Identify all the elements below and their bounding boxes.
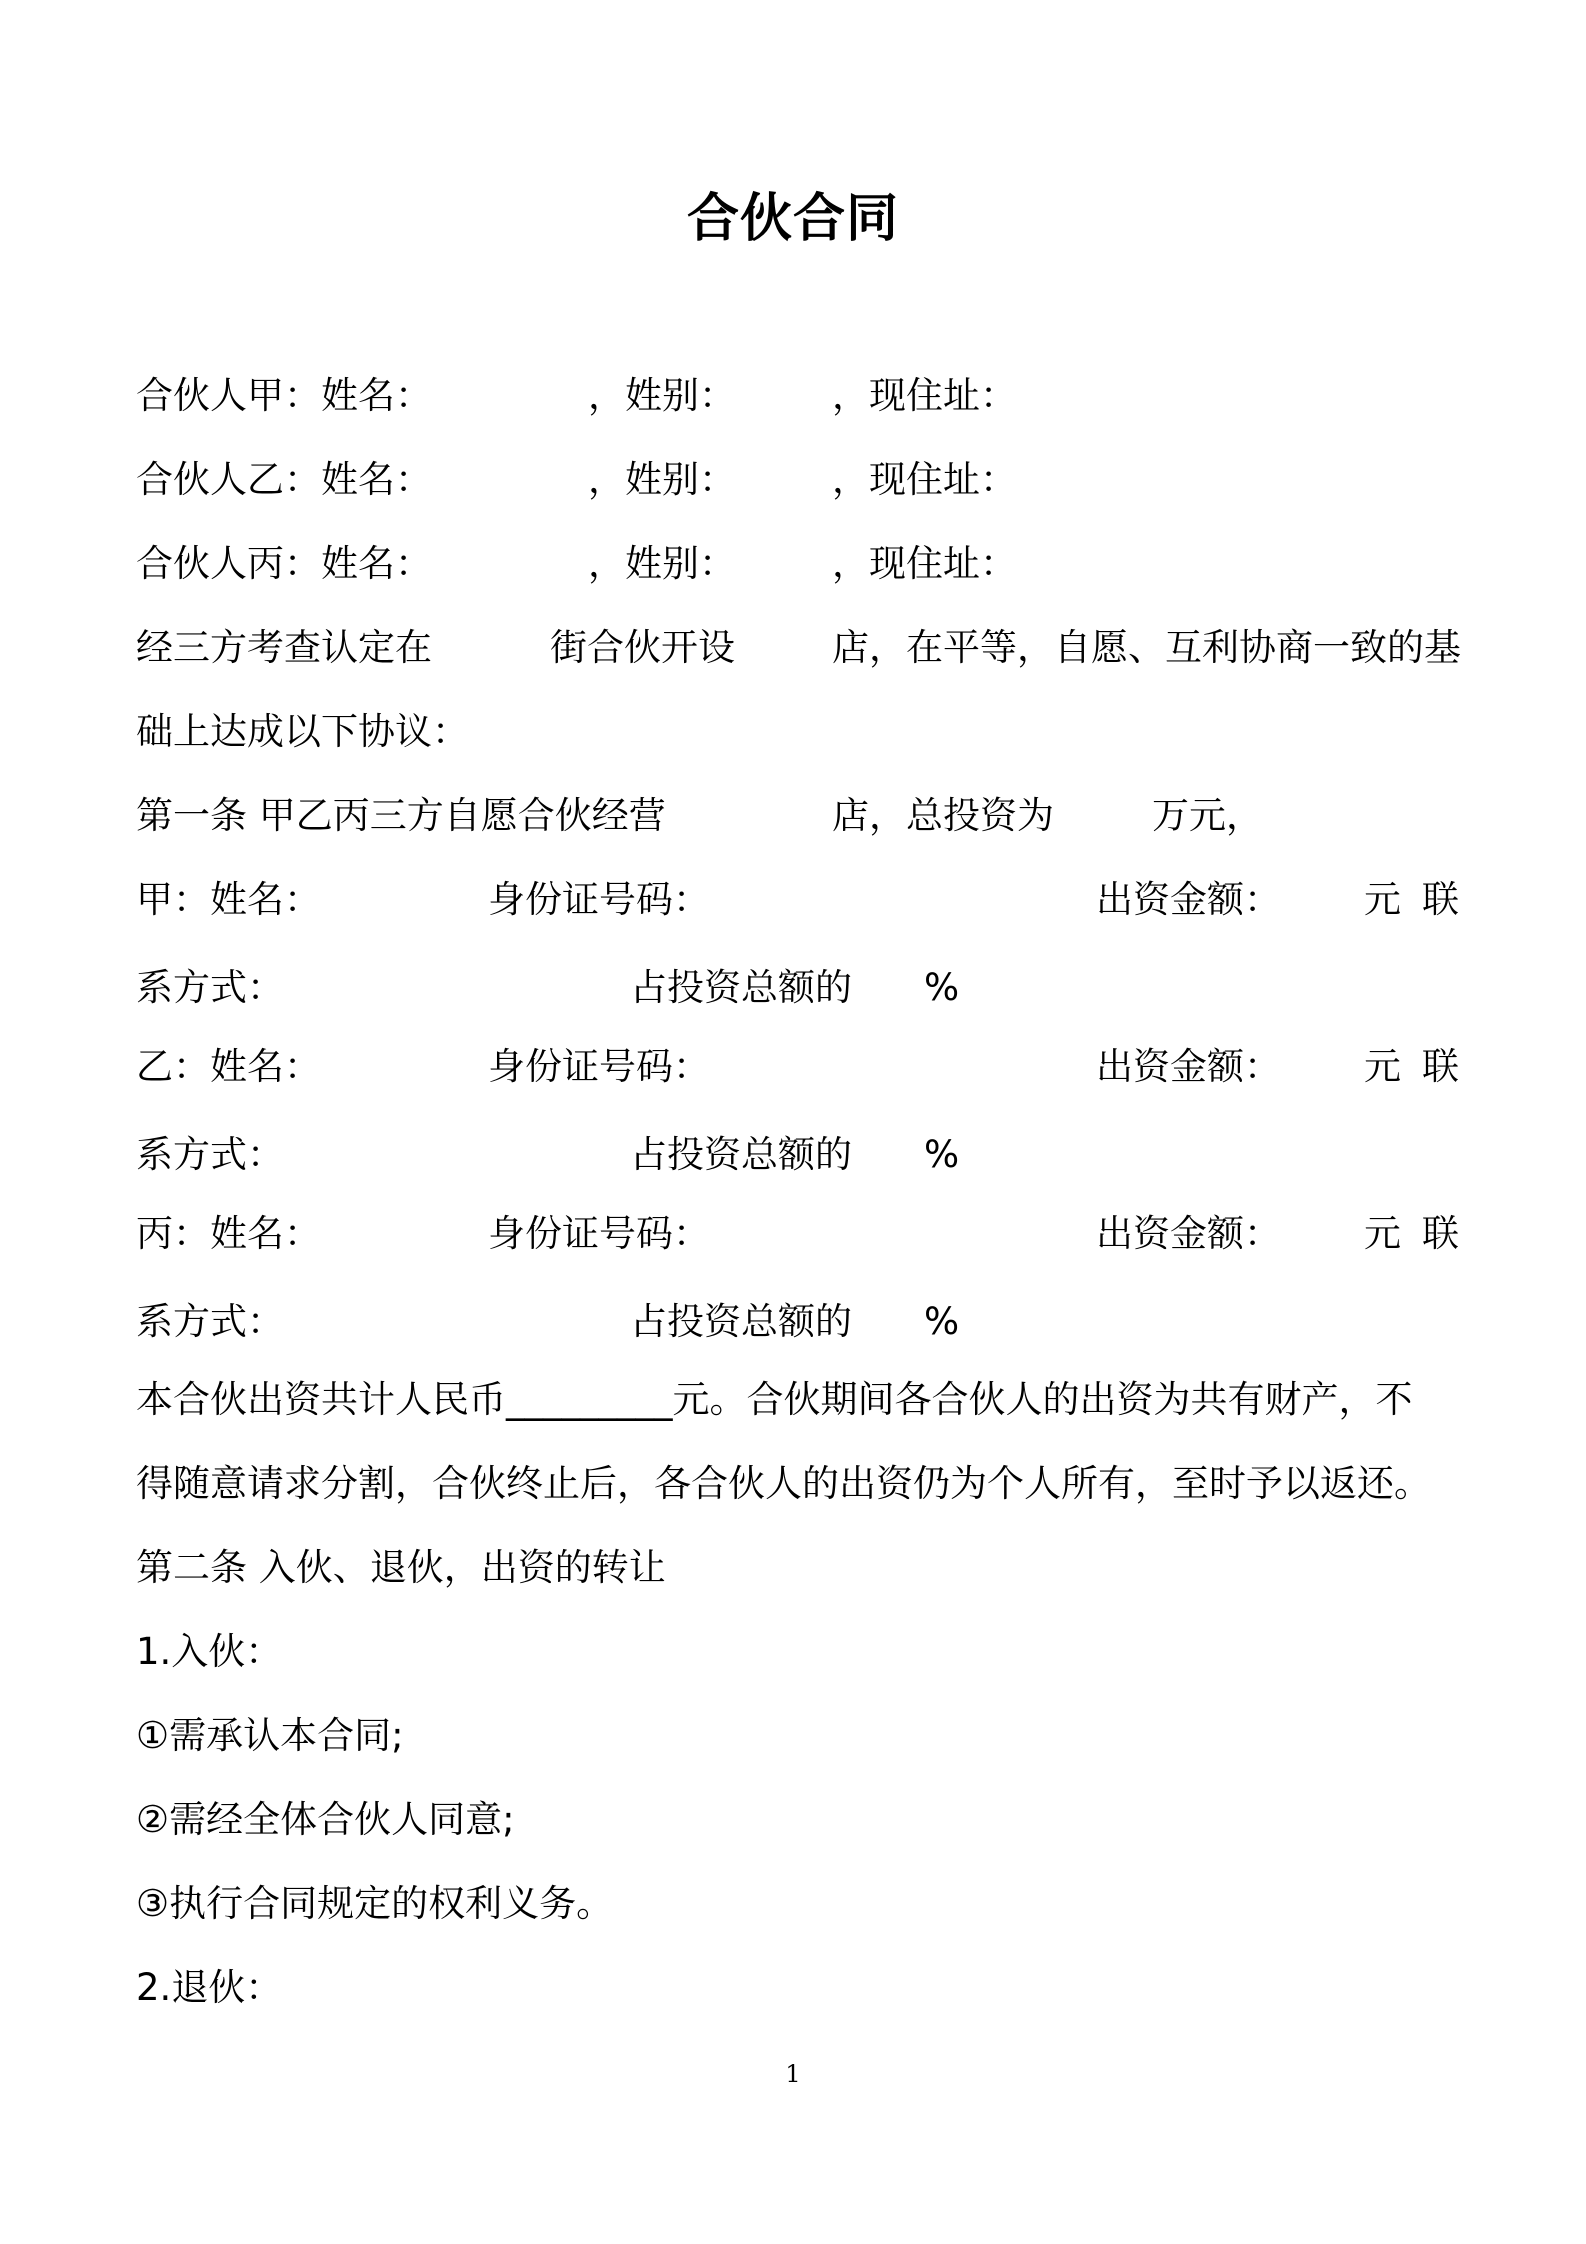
investor-b-yuan: 元 bbox=[1364, 1045, 1401, 1088]
article-2-heading: 第二条 入伙、退伙，出资的转让 bbox=[136, 1546, 666, 1589]
intro-part-4: 础上达成以下协议： bbox=[136, 710, 469, 753]
investor-c-contact-label: 系方式： bbox=[136, 1300, 284, 1343]
investor-a-percent: % bbox=[924, 966, 960, 1009]
partner-a-address-label: ，现住址： bbox=[832, 374, 1017, 417]
investor-b-lian: 联 bbox=[1422, 1045, 1459, 1088]
join-item-3: ③执行合同规定的权利义务。 bbox=[136, 1882, 614, 1925]
join-item-1: ①需承认本合同; bbox=[136, 1714, 404, 1757]
partner-c-address-label: ，现住址： bbox=[832, 542, 1017, 585]
partner-b-sex-label: ，姓别： bbox=[588, 458, 736, 501]
investor-a-lian: 联 bbox=[1422, 878, 1459, 921]
investor-a-amount-label: 出资金额： bbox=[1096, 878, 1281, 921]
partner-a-name-label: 合伙人甲：姓名： bbox=[136, 374, 432, 417]
intro-part-1: 经三方考查认定在 bbox=[136, 626, 432, 669]
join-item-2: ②需经全体合伙人同意; bbox=[136, 1798, 515, 1841]
investor-c-yuan: 元 bbox=[1364, 1212, 1401, 1255]
partner-c-sex-label: ，姓别： bbox=[588, 542, 736, 585]
investor-b-percent: % bbox=[924, 1133, 960, 1176]
investor-a-contact-label: 系方式： bbox=[136, 966, 284, 1009]
investor-c-amount-label: 出资金额： bbox=[1096, 1212, 1281, 1255]
investor-b-id-label: 身份证号码： bbox=[488, 1045, 710, 1088]
investor-b-name-label: 乙：姓名： bbox=[136, 1045, 321, 1088]
partner-b-address-label: ，现住址： bbox=[832, 458, 1017, 501]
join-heading: 1.入伙： bbox=[136, 1630, 283, 1673]
page-number: 1 bbox=[785, 2060, 801, 2088]
partner-c-name-label: 合伙人丙：姓名： bbox=[136, 542, 432, 585]
investor-a-name-label: 甲：姓名： bbox=[136, 878, 321, 921]
intro-part-2: 街合伙开设 bbox=[550, 626, 735, 669]
intro-part-3: 店，在平等，自愿、互利协商一致的基 bbox=[832, 626, 1461, 669]
investor-c-name-label: 丙：姓名： bbox=[136, 1212, 321, 1255]
investor-b-amount-label: 出资金额： bbox=[1096, 1045, 1281, 1088]
investor-b-share-label: 占投资总额的 bbox=[630, 1133, 852, 1176]
article-1-part-3: 万元， bbox=[1152, 794, 1263, 837]
investor-c-share-label: 占投资总额的 bbox=[630, 1300, 852, 1343]
total-line-1: 本合伙出资共计人民币_________元。合伙期间各合伙人的出资为共有财产，不 bbox=[136, 1378, 1413, 1421]
investor-a-yuan: 元 bbox=[1364, 878, 1401, 921]
investor-c-lian: 联 bbox=[1422, 1212, 1459, 1255]
total-line-2: 得随意请求分割，合伙终止后，各合伙人的出资仍为个人所有，至时予以返还。 bbox=[136, 1462, 1431, 1505]
article-1-part-1: 第一条 甲乙丙三方自愿合伙经营 bbox=[136, 794, 666, 837]
partner-a-sex-label: ，姓别： bbox=[588, 374, 736, 417]
article-1-part-2: 店，总投资为 bbox=[832, 794, 1054, 837]
document-title: 合伙合同 bbox=[686, 189, 899, 249]
partner-b-name-label: 合伙人乙：姓名： bbox=[136, 458, 432, 501]
quit-heading: 2.退伙： bbox=[136, 1966, 283, 2009]
investor-a-id-label: 身份证号码： bbox=[488, 878, 710, 921]
investor-c-id-label: 身份证号码： bbox=[488, 1212, 710, 1255]
investor-a-share-label: 占投资总额的 bbox=[630, 966, 852, 1009]
investor-b-contact-label: 系方式： bbox=[136, 1133, 284, 1176]
investor-c-percent: % bbox=[924, 1300, 960, 1343]
